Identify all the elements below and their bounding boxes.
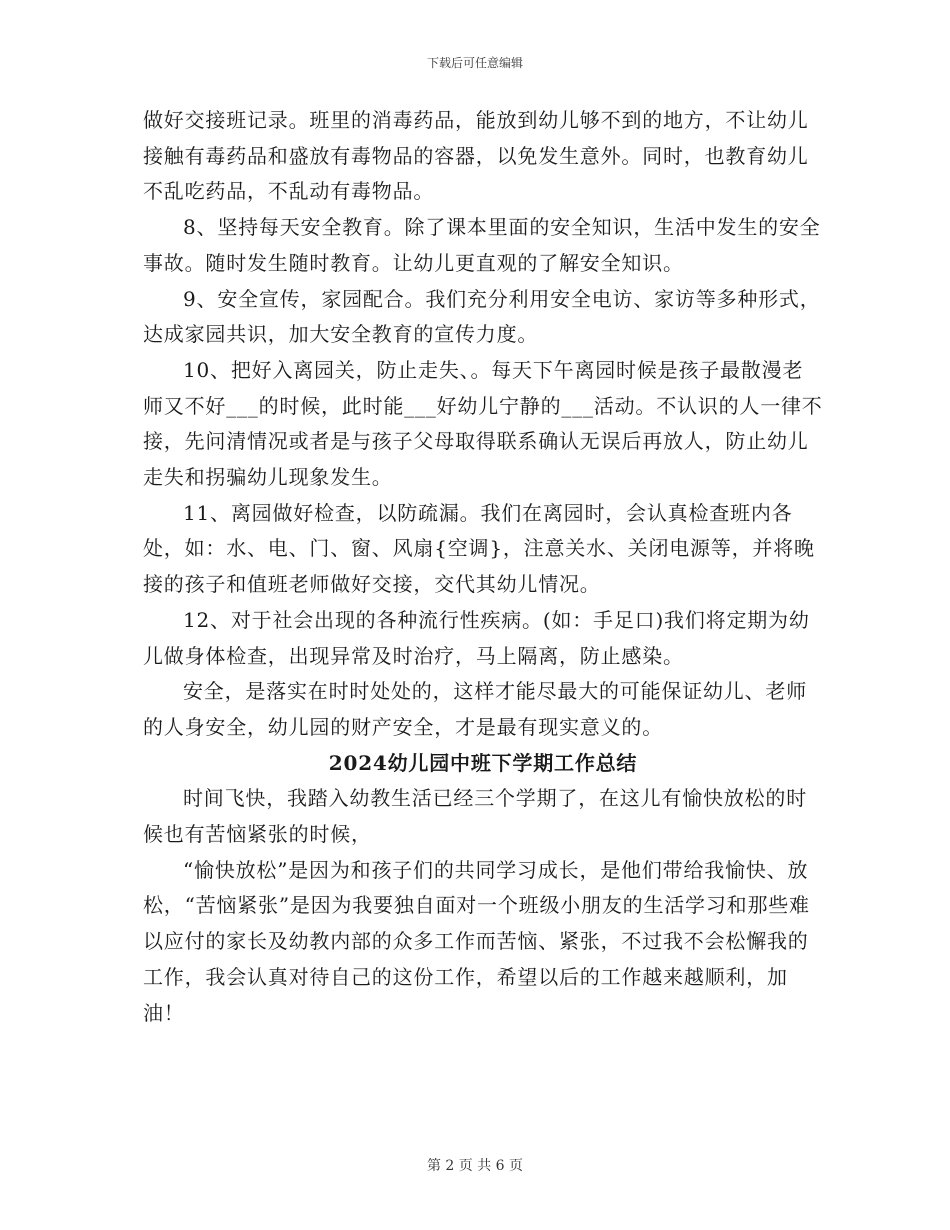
paragraph-conclusion: 安全，是落实在时时处处的，这样才能尽最大的可能保证幼儿、老师的人身安全，幼儿园的财产安全，才是最有现实意义的。 [143,679,807,739]
paragraph-item-9: 9、安全宣传，家园配合。我们充分利用安全电访、家访等多种形式，达成家园共识，加大安全教育的宣传力度。 [143,286,821,347]
paragraph-item-12: 12、对于社会出现的各种流行性疾病。(如：手足口)我们将定期为幼儿做身体检查，出现异常及时治疗，马上隔离，防止感染。 [143,607,810,668]
paragraph-item-11: 11、离园做好检查，以防疏漏。我们在离园时，会认真检查班内各处，如：水、电、门、窗、风扇{空调}，注意关水、关闭电源等，并将晚接的孩子和值班老师做好交接，交代其幼儿情况。 [143,500,815,597]
section-title: 2024幼儿园中班下学期工作总结 [328,750,638,775]
section-paragraph-1: 时间飞快，我踏入幼教生活已经三个学期了，在这儿有愉快放松的时候也有苦恼紧张的时候， [143,786,807,847]
paragraph-continuation: 做好交接班记录。班里的消毒药品，能放到幼儿够不到的地方，不让幼儿接触有毒药品和盛放有毒物品的容器，以免发生意外。同时，也教育幼儿不乱吃药品，不乱动有毒物品。 [143,108,809,204]
paragraph-item-8: 8、坚持每天安全教育。除了课本里面的安全知识，生活中发生的安全事故。随时发生随时教育。让幼儿更直观的了解安全知识。 [143,215,821,275]
section-paragraph-2: “愉快放松”是因为和孩子们的共同学习成长，是他们带给我愉快、放松，“苦恼紧张”是因为我要独自面对一个班级小朋友的生活学习和那些难以应付的家长及幼教内部的众多工作而苦恼、紧张，不过我不会松懈我的工作，我会认真对待自己的这份工作，希望以后的工作越来越顺利，加油！ [143,857,810,1025]
page-header: 下载后可任意编辑 [426,56,523,70]
document-body [143,103,823,1031]
page-number: 第 2 页 共 6 页 [426,1158,524,1174]
paragraph-item-10: 10、把好入离园关，防止走失、。每天下午离园时候是孩子最散漫老师又不好___的时候，此时能___好幼儿宁静的___活动。不认识的人一律不接，先问清情况或者是与孩子父母取得联系确认无误后再放人，防止幼儿走失和拐骗幼儿现象发生。 [143,357,823,490]
